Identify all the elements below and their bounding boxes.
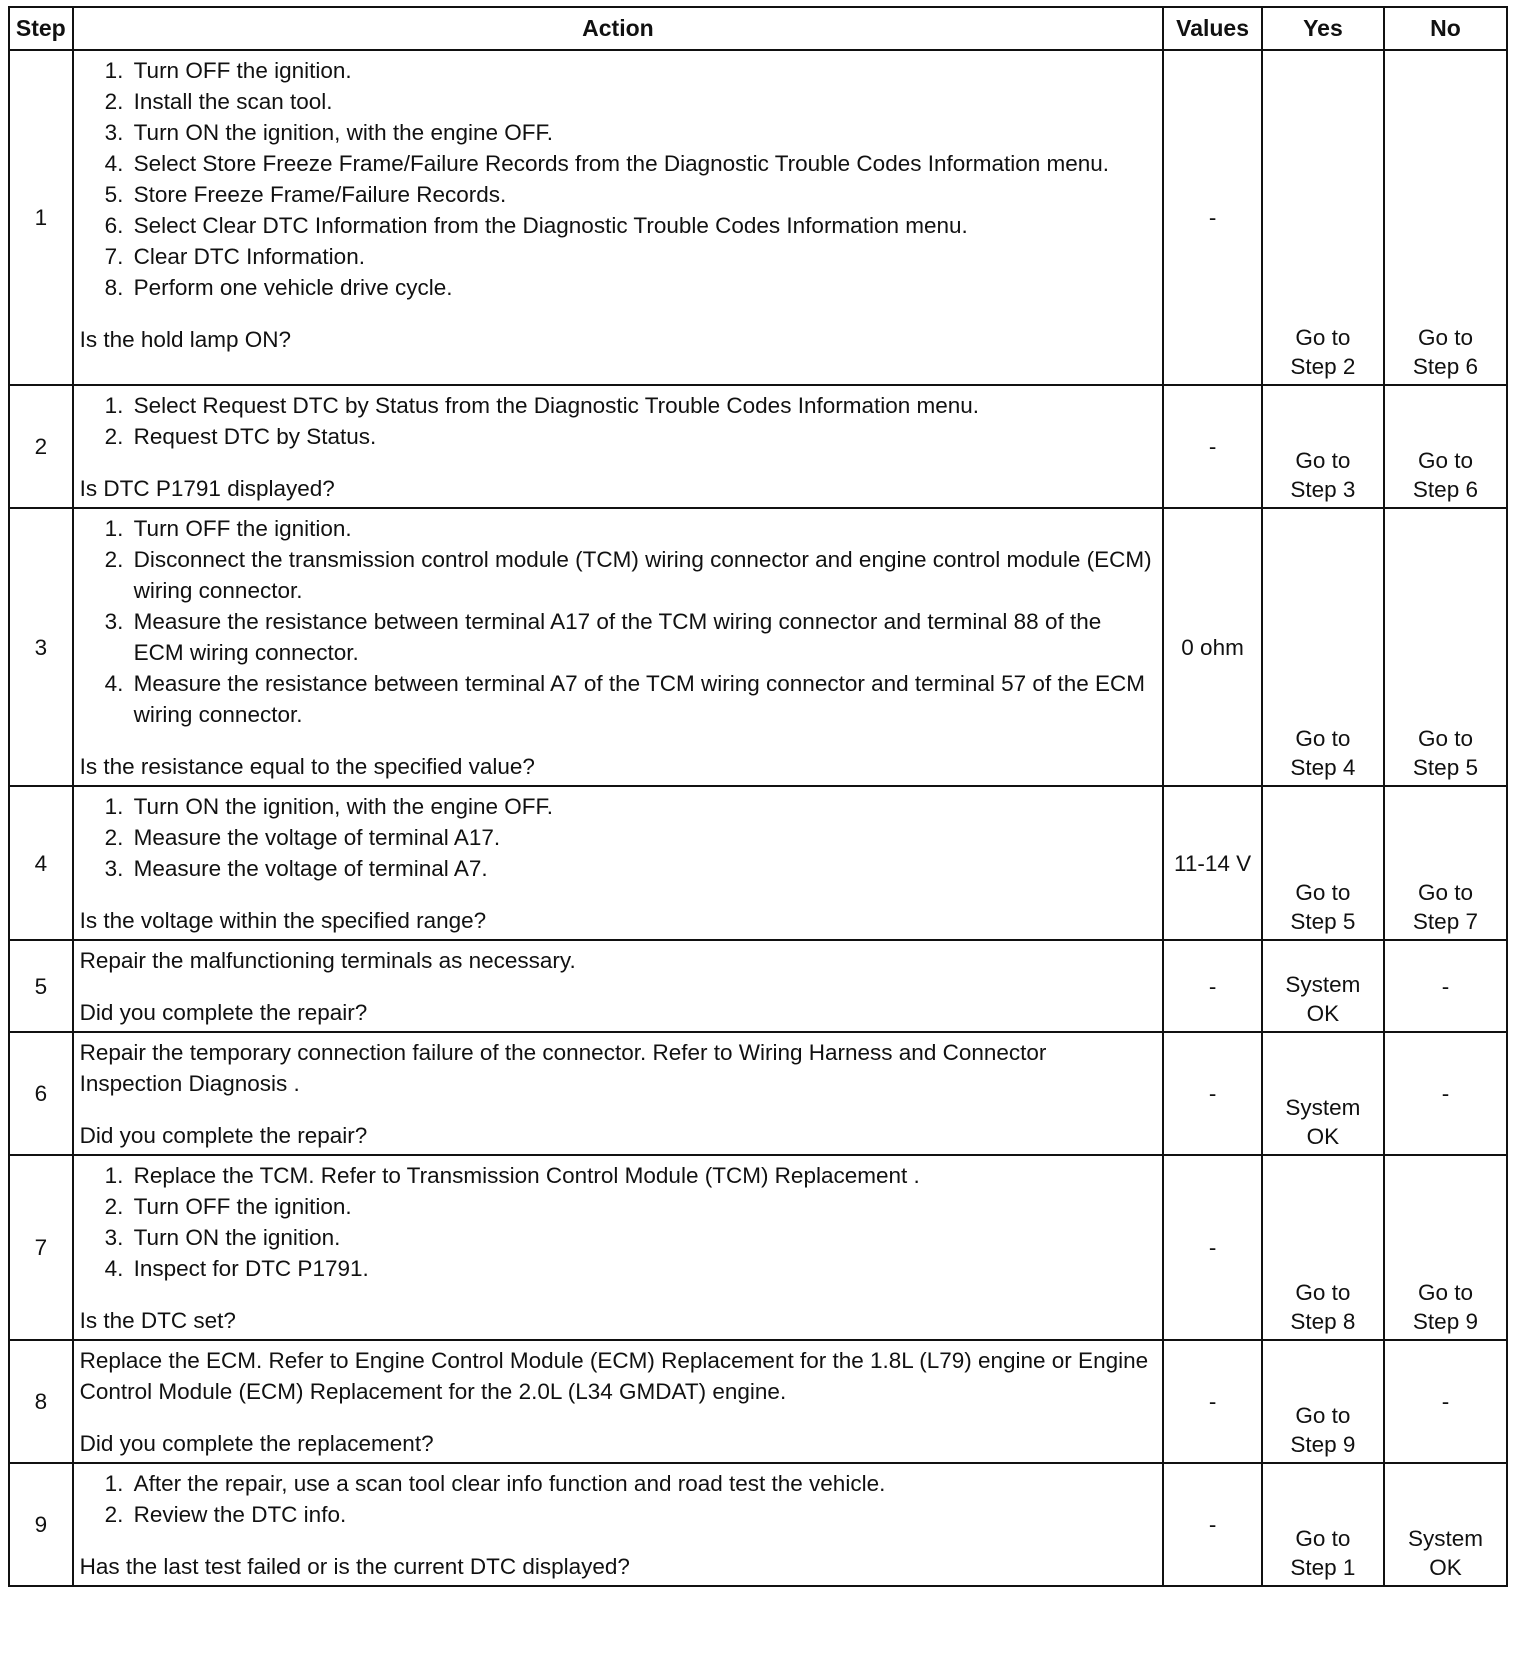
yes-cell bbox=[1262, 1463, 1384, 1586]
value-cell: - bbox=[1163, 1032, 1262, 1155]
step-number: 5 bbox=[9, 940, 73, 1032]
instruction-item: 2. Disconnect the transmission control module (TCM) wiring connector and engine control module (ECM) wiring connector. bbox=[130, 544, 1155, 606]
table-row bbox=[9, 1155, 1507, 1340]
table-row bbox=[9, 1463, 1507, 1586]
yes-line: Step 8 bbox=[1290, 1309, 1356, 1334]
action-question: Is the hold lamp ON? bbox=[79, 327, 291, 352]
action-question: Is DTC P1791 displayed? bbox=[79, 476, 335, 501]
step-number: 9 bbox=[9, 1463, 73, 1586]
instruction-item: 6. Select Clear DTC Information from the Diagnostic Trouble Codes Information menu. bbox=[130, 210, 1155, 241]
no-cell bbox=[1384, 385, 1507, 508]
instruction-item: 2. Review the DTC info. bbox=[130, 1499, 1155, 1530]
yes-line: System bbox=[1285, 1095, 1361, 1120]
no-line: OK bbox=[1429, 1555, 1462, 1580]
action-text: Replace the ECM. Refer to Engine Control Module (ECM) Replacement for the 1.8L (L79) engine or Engine Control Module (ECM) Replacement for the 2.0L (L34 GMDAT) engine. bbox=[79, 1348, 1149, 1404]
action-question: Did you complete the repair? bbox=[79, 1000, 368, 1025]
table-body bbox=[9, 50, 1507, 1586]
step-number: 6 bbox=[9, 1032, 73, 1155]
value-cell: - bbox=[1163, 385, 1262, 508]
instruction-item: 2. Measure the voltage of terminal A17. bbox=[130, 822, 1155, 853]
action-question: Has the last test failed or is the current DTC displayed? bbox=[79, 1554, 630, 1579]
instruction-item: 3. Turn ON the ignition. bbox=[130, 1222, 1155, 1253]
action-cell bbox=[73, 940, 1164, 1032]
action-cell bbox=[73, 786, 1164, 940]
instruction-item: 5. Store Freeze Frame/Failure Records. bbox=[130, 179, 1155, 210]
yes-cell bbox=[1262, 1155, 1384, 1340]
instruction-item: 3. Turn ON the ignition, with the engine OFF. bbox=[130, 117, 1155, 148]
yes-line: Step 2 bbox=[1290, 354, 1356, 379]
action-question: Did you complete the repair? bbox=[79, 1123, 368, 1148]
table-row bbox=[9, 1032, 1507, 1155]
value-cell: - bbox=[1163, 1463, 1262, 1586]
header-action: Action bbox=[73, 7, 1164, 50]
action-cell bbox=[73, 385, 1164, 508]
no-line: Step 5 bbox=[1412, 755, 1478, 780]
yes-line: Go to bbox=[1295, 325, 1351, 350]
action-text: Repair the malfunctioning terminals as necessary. bbox=[79, 948, 576, 973]
yes-line: System bbox=[1285, 972, 1361, 997]
action-cell bbox=[73, 1155, 1164, 1340]
yes-line: Go to bbox=[1295, 726, 1351, 751]
no-cell bbox=[1384, 1340, 1507, 1463]
instruction-list bbox=[80, 1468, 1155, 1530]
table-row bbox=[9, 385, 1507, 508]
header-no: No bbox=[1384, 7, 1507, 50]
no-cell bbox=[1384, 50, 1507, 385]
instruction-list bbox=[80, 791, 1155, 884]
no-cell bbox=[1384, 786, 1507, 940]
no-line: Go to bbox=[1417, 1280, 1473, 1305]
instruction-item: 1. Select Request DTC by Status from the Diagnostic Trouble Codes Information menu. bbox=[130, 390, 1155, 421]
step-number: 1 bbox=[9, 50, 73, 385]
table-row bbox=[9, 50, 1507, 385]
no-cell bbox=[1384, 1155, 1507, 1340]
instruction-list bbox=[80, 55, 1155, 303]
no-line: - bbox=[1441, 1081, 1450, 1106]
header-values: Values bbox=[1163, 7, 1262, 50]
no-line: Go to bbox=[1417, 325, 1473, 350]
yes-cell bbox=[1262, 1032, 1384, 1155]
instruction-item: 4. Measure the resistance between terminal A7 of the TCM wiring connector and terminal 57 of the ECM wiring connector. bbox=[130, 668, 1155, 730]
instruction-item: 1. Replace the TCM. Refer to Transmission Control Module (TCM) Replacement . bbox=[130, 1160, 1155, 1191]
no-line: Go to bbox=[1417, 448, 1473, 473]
value-cell: - bbox=[1163, 1155, 1262, 1340]
no-line: System bbox=[1407, 1526, 1483, 1551]
action-question: Is the DTC set? bbox=[79, 1308, 236, 1333]
yes-cell bbox=[1262, 786, 1384, 940]
instruction-item: 2. Turn OFF the ignition. bbox=[130, 1191, 1155, 1222]
no-cell bbox=[1384, 1032, 1507, 1155]
no-cell bbox=[1384, 1463, 1507, 1586]
table-row bbox=[9, 786, 1507, 940]
value-cell: 11-14 V bbox=[1163, 786, 1262, 940]
instruction-list bbox=[80, 1160, 1155, 1284]
diagnostic-table-container bbox=[8, 6, 1508, 1587]
no-line: Step 7 bbox=[1412, 909, 1478, 934]
instruction-item: 1. Turn ON the ignition, with the engine OFF. bbox=[130, 791, 1155, 822]
yes-line: Step 1 bbox=[1290, 1555, 1356, 1580]
instruction-list bbox=[80, 390, 1155, 452]
diagnostic-table bbox=[8, 6, 1508, 1587]
no-cell bbox=[1384, 940, 1507, 1032]
yes-line: OK bbox=[1306, 1124, 1340, 1149]
yes-line: Go to bbox=[1295, 1280, 1351, 1305]
action-text: Repair the temporary connection failure of the connector. Refer to Wiring Harness and Connector Inspection Diagnosis . bbox=[79, 1040, 1047, 1096]
action-cell bbox=[73, 1340, 1164, 1463]
instruction-item: 1. After the repair, use a scan tool clear info function and road test the vehicle. bbox=[130, 1468, 1155, 1499]
no-cell bbox=[1384, 508, 1507, 786]
action-cell bbox=[73, 508, 1164, 786]
value-cell: - bbox=[1163, 1340, 1262, 1463]
yes-cell bbox=[1262, 940, 1384, 1032]
action-cell bbox=[73, 1032, 1164, 1155]
instruction-item: 3. Measure the voltage of terminal A7. bbox=[130, 853, 1155, 884]
instruction-item: 3. Measure the resistance between terminal A17 of the TCM wiring connector and terminal 88 of the ECM wiring connector. bbox=[130, 606, 1155, 668]
yes-line: Step 5 bbox=[1290, 909, 1356, 934]
step-number: 4 bbox=[9, 786, 73, 940]
action-question: Is the voltage within the specified range? bbox=[79, 908, 487, 933]
instruction-item: 7. Clear DTC Information. bbox=[130, 241, 1155, 272]
instruction-item: 1. Turn OFF the ignition. bbox=[130, 513, 1155, 544]
yes-cell bbox=[1262, 1340, 1384, 1463]
table-row bbox=[9, 940, 1507, 1032]
value-cell: - bbox=[1163, 940, 1262, 1032]
yes-line: Go to bbox=[1295, 880, 1351, 905]
yes-line: Go to bbox=[1295, 1403, 1351, 1428]
yes-line: OK bbox=[1306, 1001, 1340, 1026]
action-question: Is the resistance equal to the specified value? bbox=[79, 754, 535, 779]
table-row bbox=[9, 508, 1507, 786]
no-line: - bbox=[1441, 1389, 1450, 1414]
value-cell: - bbox=[1163, 50, 1262, 385]
yes-cell bbox=[1262, 50, 1384, 385]
no-line: Go to bbox=[1417, 880, 1473, 905]
no-line: Step 6 bbox=[1412, 354, 1478, 379]
no-line: Step 9 bbox=[1412, 1309, 1478, 1334]
yes-cell bbox=[1262, 385, 1384, 508]
step-number: 8 bbox=[9, 1340, 73, 1463]
action-cell bbox=[73, 50, 1164, 385]
instruction-item: 2. Request DTC by Status. bbox=[130, 421, 1155, 452]
yes-line: Go to bbox=[1295, 1526, 1351, 1551]
yes-cell bbox=[1262, 508, 1384, 786]
table-header-row bbox=[9, 7, 1507, 50]
instruction-item: 2. Install the scan tool. bbox=[130, 86, 1155, 117]
yes-line: Step 3 bbox=[1290, 477, 1356, 502]
value-cell: 0 ohm bbox=[1163, 508, 1262, 786]
step-number: 7 bbox=[9, 1155, 73, 1340]
instruction-item: 4. Select Store Freeze Frame/Failure Records from the Diagnostic Trouble Codes Information menu. bbox=[130, 148, 1155, 179]
step-number: 3 bbox=[9, 508, 73, 786]
instruction-item: 4. Inspect for DTC P1791. bbox=[130, 1253, 1155, 1284]
instruction-list bbox=[80, 513, 1155, 730]
header-step: Step bbox=[9, 7, 73, 50]
header-yes: Yes bbox=[1262, 7, 1384, 50]
action-cell bbox=[73, 1463, 1164, 1586]
no-line: Step 6 bbox=[1412, 477, 1478, 502]
yes-line: Step 9 bbox=[1290, 1432, 1356, 1457]
no-line: - bbox=[1441, 973, 1450, 999]
yes-line: Go to bbox=[1295, 448, 1351, 473]
action-question: Did you complete the replacement? bbox=[79, 1431, 434, 1456]
step-number: 2 bbox=[9, 385, 73, 508]
table-row bbox=[9, 1340, 1507, 1463]
yes-line: Step 4 bbox=[1290, 755, 1356, 780]
instruction-item: 8. Perform one vehicle drive cycle. bbox=[130, 272, 1155, 303]
instruction-item: 1. Turn OFF the ignition. bbox=[130, 55, 1155, 86]
no-line: Go to bbox=[1417, 726, 1473, 751]
